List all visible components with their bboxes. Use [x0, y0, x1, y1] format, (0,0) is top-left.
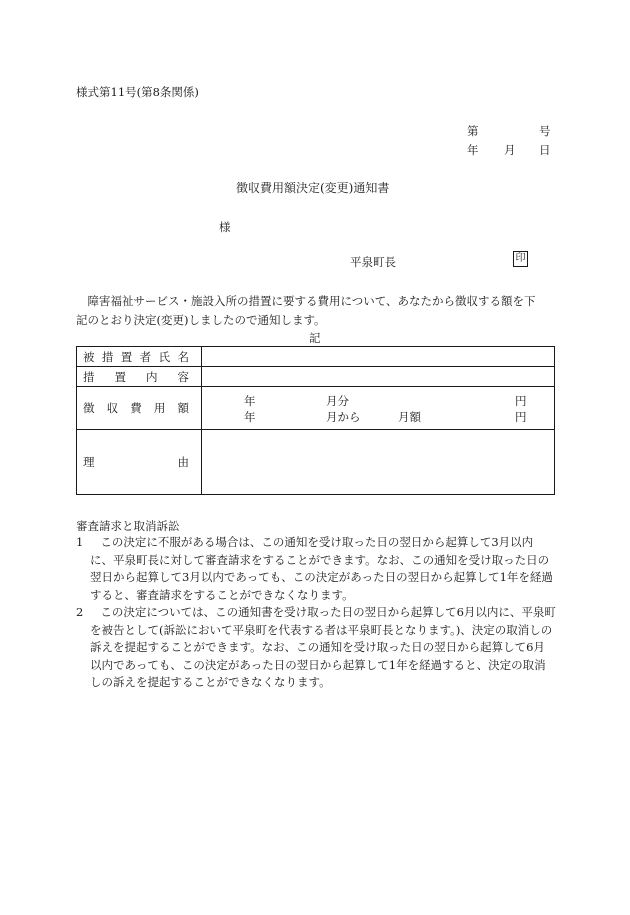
- label-char: 名: [177, 349, 189, 364]
- detail-table: [76, 346, 555, 495]
- label-measure: [77, 367, 202, 387]
- seal-mark: 印: [513, 251, 528, 267]
- label-char: 理: [83, 455, 95, 469]
- label-char: 氏: [158, 349, 171, 364]
- reason-field[interactable]: [202, 430, 555, 495]
- label-char: 費: [130, 401, 142, 415]
- measure-field[interactable]: [202, 367, 555, 387]
- label-char: 措: [83, 369, 95, 384]
- label-char: 容: [177, 369, 189, 384]
- table-row-reason: [77, 430, 555, 495]
- intro-line-1: 障害福祉サービス・施設入所の措置に要する費用について、あなたから徴収する額を下: [87, 294, 536, 308]
- intro-paragraph: [76, 292, 554, 330]
- number-suffix: 号: [539, 124, 551, 138]
- note-item-1: [76, 534, 556, 604]
- table-row-measure: [77, 367, 555, 387]
- note-number: 2: [76, 605, 84, 619]
- issuer-name: 平泉町長: [350, 255, 396, 269]
- subject-name-field[interactable]: [202, 347, 555, 367]
- label-char: 置: [120, 349, 133, 364]
- day-label: 日: [539, 143, 551, 157]
- ki-heading: 記: [309, 331, 321, 345]
- recipient-suffix: 様: [219, 220, 231, 234]
- label-char: 額: [177, 401, 189, 415]
- appeal-notes: [76, 534, 556, 692]
- amount-month-1: 月分: [326, 394, 349, 408]
- form-number: 様式第11号(第8条関係): [76, 85, 199, 99]
- label-char: 用: [153, 401, 166, 415]
- label-reason: [77, 430, 202, 495]
- note-item-2: [76, 604, 556, 692]
- amount-field[interactable]: [202, 387, 555, 430]
- note-text: この決定に不服がある場合は、この通知を受け取った日の翌日から起算して3月以内に、平泉町長に対して審査請求をすることができます。なお、この通知を受け取った日の翌日から起算して3月以内であっても、この決定があった日の翌日から起算して1年を経過すると、審査請求をすることができなくなります。: [90, 535, 553, 602]
- label-char: 被: [83, 349, 95, 364]
- document-title: 徴収費用額決定(変更)通知書: [236, 181, 390, 195]
- label-char: 措: [101, 349, 114, 364]
- amount-yen-2: 円: [515, 410, 527, 424]
- appeal-heading: 審査請求と取消訴訟: [76, 519, 180, 533]
- label-char: 収: [106, 401, 119, 415]
- note-text: この決定については、この通知書を受け取った日の翌日から起算して6月以内に、平泉町を被告として(訴訟において平泉町を代表する者は平泉町長となります。)、決定の取消しの訴えを提起することができます。なお、この通知を受け取った日の翌日から起算して6月以内であっても、この決定があった日の翌日から起算して1年を経過すると、決定の取消しの訴えを提起することができなくなります。: [90, 605, 556, 689]
- amount-yen-1: 円: [515, 394, 527, 408]
- amount-year-1: 年: [244, 394, 256, 408]
- label-char: 徴: [83, 401, 95, 415]
- year-label: 年: [467, 143, 479, 157]
- label-char: 由: [177, 455, 189, 469]
- number-prefix: 第: [467, 124, 479, 138]
- note-number: 1: [76, 535, 84, 549]
- label-char: 内: [146, 369, 158, 384]
- intro-line-2: 記のとおり決定(変更)しましたので通知します。: [76, 313, 326, 327]
- table-row-subject-name: [77, 347, 555, 367]
- label-char: 置: [114, 369, 126, 384]
- table-row-amount: [77, 387, 555, 430]
- amount-year-2: 年: [244, 410, 256, 424]
- amount-month-from: 月から: [326, 410, 361, 424]
- amount-monthly: 月額: [398, 410, 421, 424]
- label-amount: [77, 387, 202, 430]
- label-subject-name: [77, 347, 202, 367]
- month-label: 月: [504, 143, 516, 157]
- label-char: 者: [139, 349, 152, 364]
